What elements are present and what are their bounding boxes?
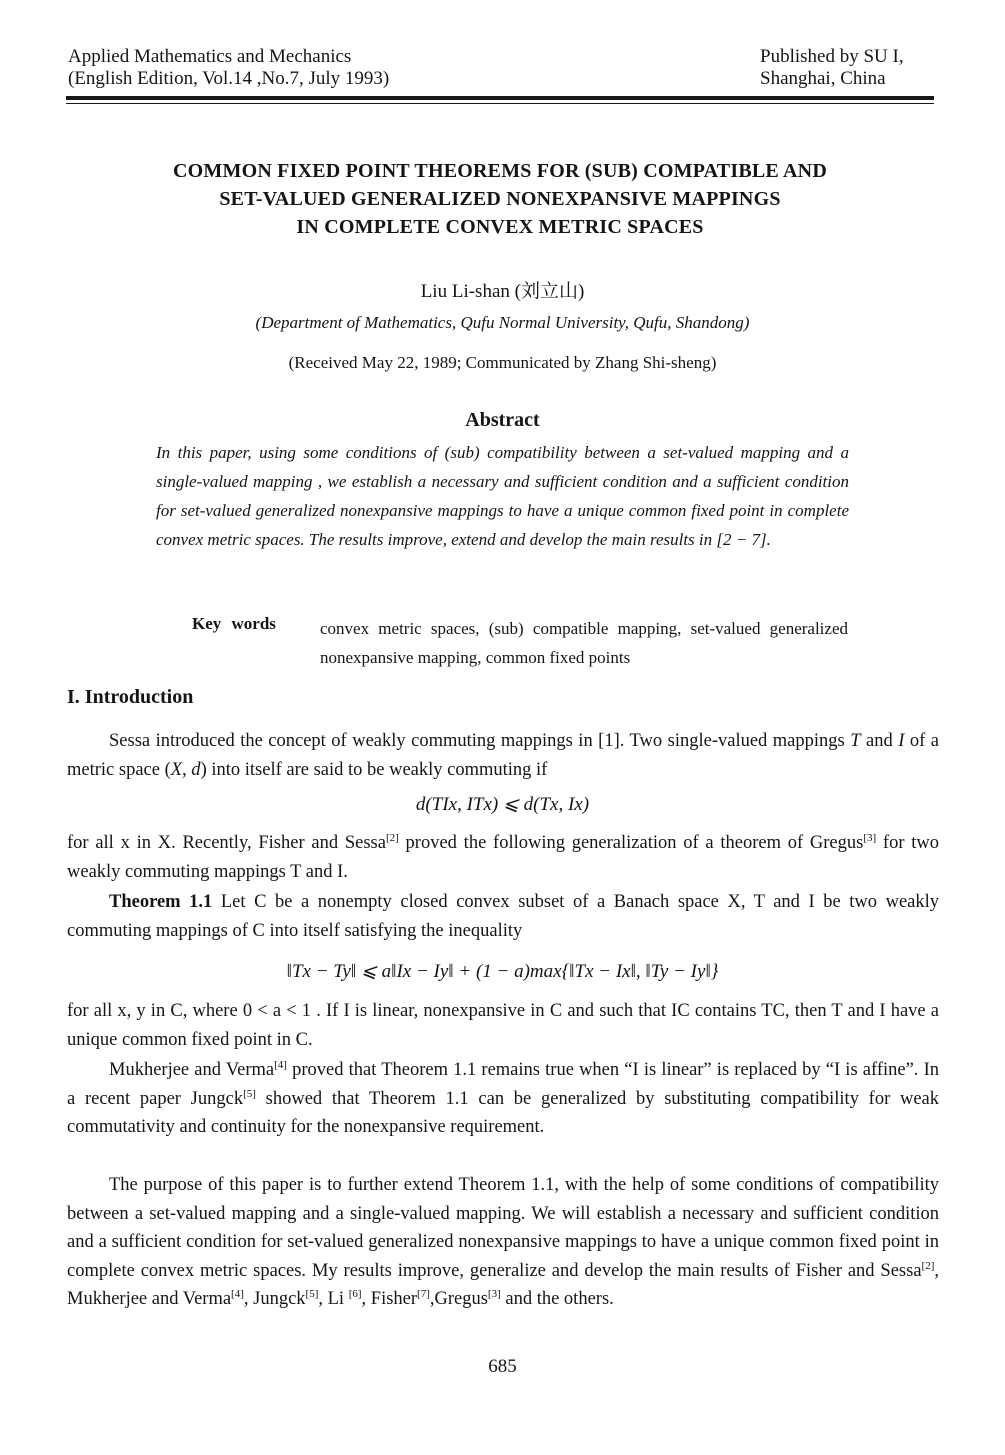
- text-run: The purpose of this paper is to further extend Theorem 1.1, with the help of some conditions of compatibility between a set-valued mapping and a single-valued mapping. We will establish a necessary and sufficient condition and a sufficient condition for set-valued generalized nonexpansive mappings to have a unique common fixed point in complete convex metric spaces. My results improve, generalize and develop the main results of Fisher and Sessa: [67, 1175, 939, 1281]
- intro-paragraph-1: [67, 727, 939, 784]
- text-run: , Jungck: [243, 1289, 306, 1309]
- citation-ref: [4]: [231, 1288, 244, 1300]
- received-note: (Received May 22, 1989; Communicated by Zhang Shi-sheng): [288, 353, 717, 372]
- text-run: , Fisher: [361, 1289, 418, 1309]
- math-symbol: T: [850, 731, 861, 751]
- running-header-journal: [68, 46, 389, 90]
- citation-ref: [5]: [243, 1087, 256, 1100]
- text-run: ,Gregus: [429, 1289, 488, 1309]
- theorem-1-1: [67, 888, 939, 945]
- journal-name: Applied Mathematics and Mechanics: [68, 46, 352, 67]
- intro-paragraph-3: for all x, y in C, where 0 < a < 1 . If I is linear, nonexpansive in C and such that IC contains TC, then T and I have a unique common fixed point in C.: [67, 1001, 939, 1050]
- equation-weak-commuting: d(TIx, ITx) ⩽ d(Tx, Ix): [415, 794, 590, 815]
- theorem-label: Theorem 1.1: [109, 892, 213, 912]
- citation-ref: [2]: [921, 1259, 935, 1272]
- author-affiliation: (Department of Mathematics, Qufu Normal University, Qufu, Shandong): [255, 313, 750, 332]
- text-run: proved that Theorem 1.1 remains true when “I is linear” is replaced by “I is affine”. In a recent paper Jungck: [67, 1060, 940, 1109]
- paper-title: [60, 157, 940, 241]
- header-rule-thin: [66, 103, 934, 104]
- text-run: for two weakly commuting mappings T and I.: [67, 833, 939, 882]
- text-run: proved the following generalization of a theorem of Gregus: [398, 833, 864, 853]
- text-run: Let C be a nonempty closed convex subset of a Banach space X, T and I be two weakly commuting mappings of C into itself satisfying the inequality: [67, 892, 940, 941]
- title-line-3: IN COMPLETE CONVEX METRIC SPACES: [296, 216, 704, 238]
- author-name: Liu Li-shan (刘立山): [420, 281, 585, 302]
- citation-ref: [6]: [348, 1288, 362, 1300]
- intro-paragraph-2: [67, 829, 939, 886]
- citation-ref: [3]: [487, 1288, 501, 1300]
- text-run: and the others.: [500, 1289, 614, 1309]
- equation-inequality: ‖Tx − Ty‖ ⩽ a‖Ix − Iy‖ + (1 − a)max{‖Tx − Ix‖, ‖Ty − Iy‖}: [286, 961, 719, 982]
- text-run: of a metric space (: [67, 731, 940, 780]
- text-run: Sessa introduced the concept of weakly commuting mappings in [1]. Two single-valued mappings: [109, 731, 851, 751]
- citation-ref: [5]: [305, 1288, 319, 1300]
- section-heading-introduction: I. Introduction: [67, 686, 194, 708]
- page-number: 685: [488, 1356, 517, 1377]
- intro-paragraph-4: [67, 1056, 939, 1142]
- text-run: , Li: [318, 1289, 349, 1309]
- publisher-city: Shanghai, China: [760, 68, 886, 89]
- citation-ref: [3]: [863, 832, 877, 844]
- abstract-text: In this paper, using some conditions of (sub) compatibility between a set-valued mapping and a single-valued mapping , we establish a necessary and sufficient condition and a sufficient condition for set-valued generalized nonexpansive mappings to have a unique common fixed point in complete convex metric spaces. The results improve, extend and develop the main results in [2 − 7].: [156, 443, 849, 549]
- abstract-heading: Abstract: [465, 409, 540, 431]
- citation-ref: [2]: [385, 832, 399, 844]
- title-line-2: SET-VALUED GENERALIZED NONEXPANSIVE MAPPINGS: [219, 188, 781, 210]
- text-run: and: [860, 731, 899, 751]
- publisher-name: Published by SU I,: [760, 46, 904, 67]
- header-rule-thick: [66, 96, 934, 100]
- math-symbol: I: [898, 731, 905, 751]
- text-run: ) into itself are said to be weakly commuting if: [200, 759, 548, 780]
- keywords-text: convex metric spaces, (sub) compatible mapping, set-valued generalized nonexpansive mapping, common fixed points: [320, 619, 848, 667]
- text-run: Mukherjee and Verma: [109, 1060, 275, 1080]
- journal-issue: (English Edition, Vol.14 ,No.7, July 1993): [68, 68, 390, 89]
- citation-ref: [4]: [274, 1059, 287, 1071]
- text-run: , Mukherjee and Verma: [67, 1260, 939, 1309]
- running-header-publisher: [760, 46, 904, 90]
- citation-ref: [7]: [417, 1288, 430, 1300]
- keywords-label: Key words: [192, 614, 276, 633]
- text-run: for all x in X. Recently, Fisher and Sessa: [67, 833, 386, 853]
- math-symbol: X, d: [170, 759, 201, 780]
- title-line-1: COMMON FIXED POINT THEOREMS FOR (SUB) COMPATIBLE AND: [173, 160, 827, 182]
- intro-paragraph-5: [67, 1171, 939, 1314]
- text-run: showed that Theorem 1.1 can be generalized by substituting compatibility for weak commutativity and continuity for the nonexpansive requirement.: [67, 1088, 940, 1137]
